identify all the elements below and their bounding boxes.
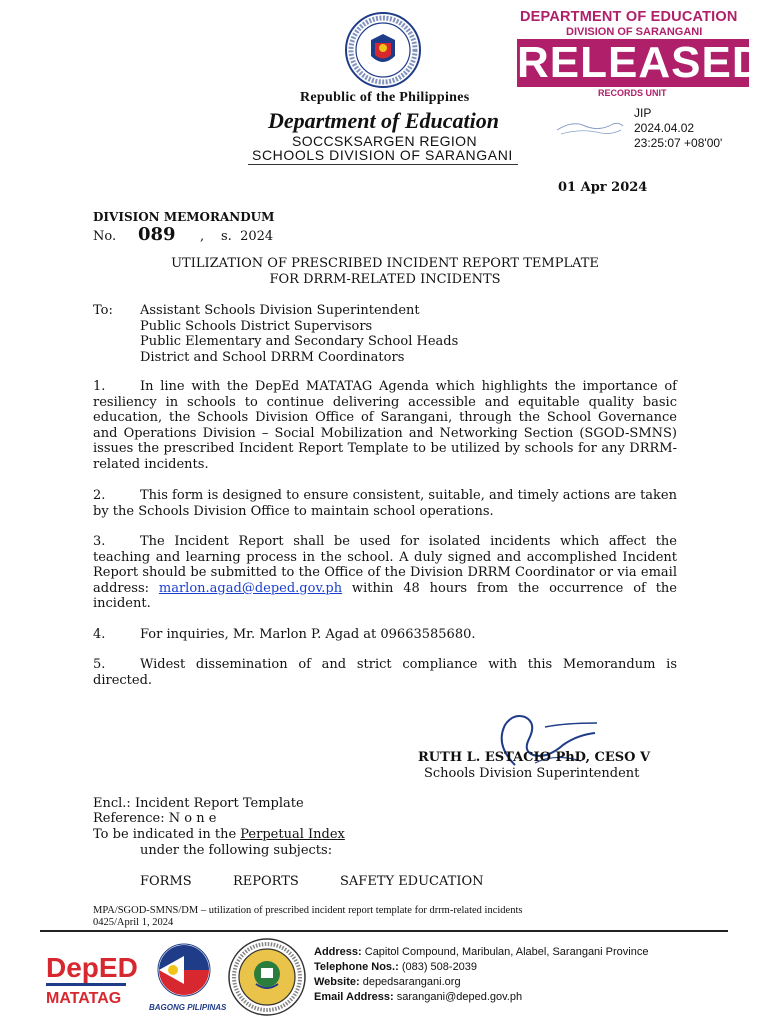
website-label: Website: <box>314 976 360 988</box>
released-stamp: RELEASED <box>517 38 765 87</box>
deped-matatag-logo-icon <box>45 945 138 1011</box>
recipient-list <box>140 303 458 365</box>
paragraph-text: within 48 hours from the occurrence of the incident. <box>93 580 677 612</box>
paragraph-2 <box>93 488 677 519</box>
region-heading: SOCCSKSARGEN REGION <box>292 133 477 149</box>
memo-number: 089 <box>138 224 176 245</box>
stamp-records-unit: RECORDS UNIT <box>598 88 667 98</box>
subject-line-2: FOR DRRM-RELATED INCIDENTS <box>269 271 501 287</box>
stamp-division: DIVISION OF SARANGANI <box>566 26 703 38</box>
telephone-line <box>314 960 648 975</box>
to-label: To: <box>93 303 113 318</box>
file-reference <box>93 905 522 929</box>
subject-tag: REPORTS <box>233 874 299 889</box>
file-reference-line-1: MPA/SGOD-SMNS/DM – utilization of prescribed incident report template for drrm-related incidents <box>93 905 523 916</box>
enclosure: Encl.: Incident Report Template <box>93 796 304 811</box>
paragraph-number: 4. <box>93 627 106 642</box>
paragraph-1 <box>93 379 677 473</box>
paragraph-number: 5. <box>93 657 106 672</box>
perpetual-index-line <box>93 827 345 843</box>
stamp-initials: JIP <box>634 106 652 120</box>
paragraph-text: In line with the DepEd MATATAG Agenda which highlights the importance of resiliency in schools to continue delivering accessible and equitable quality basic education, the Schools Division Office of Sarangani, through the School Governance and Operations Division – Social Mobilization and Networking Section (SGOD-SMNS) issues the prescribed Incident Report Template to be utilized by schools for any DRRM-related incidents. <box>93 379 677 472</box>
svg-text:MATATAG: MATATAG <box>46 990 122 1007</box>
contact-block <box>314 945 648 1005</box>
recipient-item: Public Schools District Supervisors <box>140 318 373 334</box>
email-line <box>314 990 648 1005</box>
memo-number-label: No. <box>93 229 117 244</box>
telephone-value: (083) 508-2039 <box>401 961 478 973</box>
signatory-title: Schools Division Superintendent <box>424 766 640 781</box>
address-label: Address: <box>314 946 362 958</box>
memo-series: s. 2024 <box>221 229 274 244</box>
subject-tag: FORMS <box>140 874 192 889</box>
paragraph-4 <box>93 627 677 643</box>
recipient-item: Public Elementary and Secondary School Heads <box>140 334 459 350</box>
header-divider <box>248 164 518 165</box>
stamp-time: 23:25:07 +08'00' <box>634 136 723 150</box>
department-heading: Department of Education <box>268 108 500 133</box>
paragraph-text: This form is designed to ensure consistent, suitable, and timely actions are taken by the Schools Division Office to maintain school operations. <box>93 488 677 519</box>
recipient-item: District and School DRRM Coordinators <box>140 349 405 365</box>
website-line <box>314 975 648 990</box>
website-value: depedsarangani.org <box>362 976 461 988</box>
stamp-timestamp <box>634 106 722 151</box>
subject-line-1: UTILIZATION OF PRESCRIBED INCIDENT REPORT TEMPLATE <box>171 256 599 271</box>
paragraph-text: The Incident Report shall be used for isolated incidents which affect the teaching and learning process in the school. A duly signed and accomplished Incident Report should be submitted to the Office of the Division DRRM Coordinator or via email address: <box>93 534 677 596</box>
deped-seal-icon <box>345 12 421 88</box>
subject-tag: SAFETY EDUCATION <box>340 874 484 889</box>
email-label: Email Address: <box>314 991 394 1003</box>
memo-comma: , <box>200 229 205 244</box>
reference: Reference: N o n e <box>93 811 217 826</box>
paragraph-5 <box>93 657 677 688</box>
paragraph-text: For inquiries, Mr. Marlon P. Agad at 09663585680. <box>140 627 476 642</box>
file-reference-line-2: 0425/April 1, 2024 <box>93 917 174 928</box>
address-line <box>314 945 648 960</box>
address-value: Capitol Compound, Maribulan, Alabel, Sarangani Province <box>364 946 649 958</box>
telephone-label: Telephone Nos.: <box>314 961 399 973</box>
bagong-pilipinas-logo-icon <box>147 942 227 1014</box>
email-value: sarangani@deped.gov.ph <box>396 991 523 1003</box>
stamp-signature-icon <box>555 112 625 142</box>
recipient-item: Assistant Schools Division Superintendent <box>140 303 420 318</box>
division-seal-icon <box>228 938 306 1016</box>
memo-type: DIVISION MEMORANDUM <box>93 210 275 224</box>
memo-subject <box>93 256 677 287</box>
subjects-intro: under the following subjects: <box>140 843 333 858</box>
paragraph-text: Widest dissemination of and strict compliance with this Memorandum is directed. <box>93 657 677 688</box>
division-heading: SCHOOLS DIVISION OF SARANGANI <box>252 147 513 163</box>
svg-text:DepED: DepED <box>46 952 138 983</box>
stamp-department: DEPARTMENT OF EDUCATION <box>520 9 738 25</box>
perpetual-index: Perpetual Index <box>240 827 345 842</box>
memo-date: 01 Apr 2024 <box>558 180 648 195</box>
paragraph-number: 2. <box>93 488 106 503</box>
paragraph-3 <box>93 534 677 612</box>
email-link[interactable]: marlon.agad@deped.gov.ph <box>158 580 343 596</box>
index-prefix: To be indicated in the <box>93 827 241 842</box>
republic-heading: Republic of the Philippines <box>300 90 470 105</box>
paragraph-number: 1. <box>93 379 106 394</box>
svg-text:BAGONG PILIPINAS: BAGONG PILIPINAS <box>149 1003 227 1012</box>
footer-divider <box>40 930 728 932</box>
signatory-name: RUTH L. ESTACIO PhD, CESO V <box>418 750 651 765</box>
stamp-date: 2024.04.02 <box>634 121 695 135</box>
paragraph-number: 3. <box>93 534 106 549</box>
